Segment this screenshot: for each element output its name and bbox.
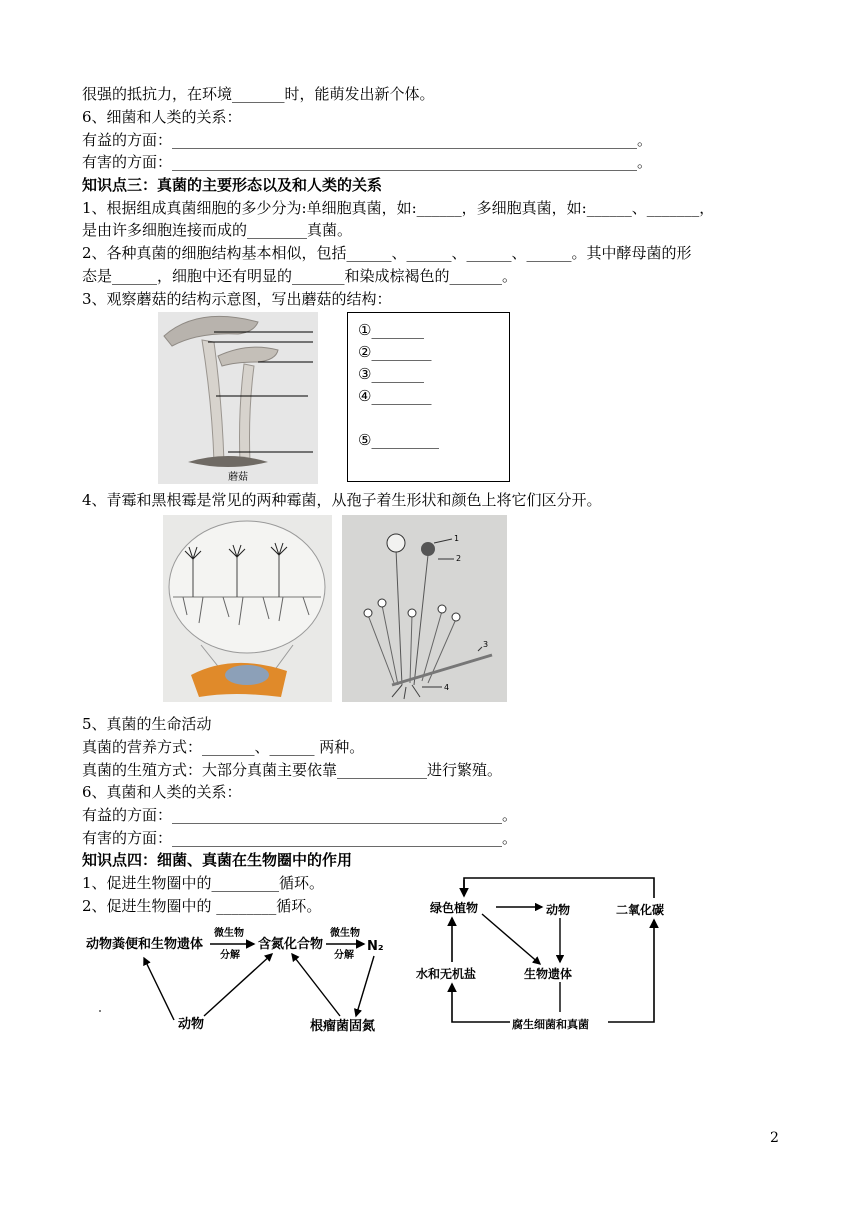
node-remains: 生物遗体	[524, 967, 573, 981]
line-bacteria-harm: 有害的方面：______________________________________________________________。	[82, 153, 653, 171]
carbon-cycle-diagram	[412, 872, 672, 1032]
mushroom-answer-1: ①_______	[358, 321, 424, 339]
line-bacteria-benefit: 有益的方面：______________________________________________________________。	[82, 131, 653, 149]
node-animal-waste: 动物粪便和生物遗体	[86, 937, 204, 952]
mushroom-diagram	[158, 312, 318, 484]
line-mushroom-question: 3、观察蘑菇的结构示意图，写出蘑菇的结构：	[82, 290, 392, 308]
rhizopus-label-1: 1	[454, 534, 460, 543]
section-heading-role: 知识点四：细菌、真菌在生物圈中的作用	[82, 851, 353, 869]
arrow2-label-bottom: 分解	[334, 950, 354, 961]
mushroom-answer-4: ④________	[358, 387, 432, 405]
line-cycle-1: 1、促进生物圈中的_________循环。	[82, 874, 325, 892]
line-spore-resistance: 很强的抵抗力，在环境_______时，能萌发出新个体。	[82, 85, 435, 103]
node-n2: N₂	[367, 939, 384, 954]
mushroom-answer-2: ②________	[358, 343, 432, 361]
arrow1-label-top: 微生物	[214, 928, 244, 939]
line-fungi-reproduction: 真菌的生殖方式：大部分真菌主要依靠____________进行繁殖。	[82, 761, 503, 779]
line-fungi-human-heading: 6、真菌和人类的关系：	[82, 783, 242, 801]
arrow2-label-top: 微生物	[330, 928, 360, 939]
page-number: 2	[770, 1130, 779, 1146]
node-nitrogen-compounds: 含氮化合物	[258, 937, 324, 952]
mushroom-answer-3: ③_______	[358, 365, 424, 383]
node-carbon-animals: 动物	[546, 903, 571, 917]
line-fungi-life-activity: 5、真菌的生命活动	[82, 715, 212, 733]
section-heading-fungi: 知识点三：真菌的主要形态以及和人类的关系	[82, 176, 383, 194]
line-fungi-nutrition: 真菌的营养方式：_______、______ 两种。	[82, 738, 365, 756]
mushroom-caption: 蘑菇	[228, 472, 248, 483]
arrow1-label-bottom: 分解	[220, 950, 240, 961]
mushroom-answer-box	[347, 312, 510, 482]
rhizopus-diagram	[342, 515, 507, 702]
penicillium-diagram	[163, 515, 332, 702]
mushroom-answer-5: ⑤_________	[358, 431, 439, 449]
node-water-minerals: 水和无机盐	[416, 967, 477, 981]
line-cycle-2: 2、促进生物圈中的 ________循环。	[82, 897, 322, 915]
node-decomposers: 腐生细菌和真菌	[512, 1018, 589, 1031]
node-animals: 动物	[178, 1017, 205, 1032]
rhizopus-label-3: 3	[483, 640, 489, 649]
line-fungi-classification-cont: 是由许多细胞连接而成的________真菌。	[82, 221, 353, 239]
line-fungi-harm: 有害的方面：____________________________________________。	[82, 829, 518, 847]
line-yeast-shape: 态是______，细胞中还有明显的_______和染成棕褐色的_______。	[82, 267, 518, 285]
nitrogen-cycle-diagram	[82, 920, 412, 1040]
node-co2: 二氧化碳	[616, 903, 665, 917]
line-fungi-classification: 1、根据组成真菌细胞的多少分为:单细胞真菌，如:______，多细胞真菌，如:______、_______，	[82, 199, 715, 217]
node-green-plants: 绿色植物	[430, 901, 479, 915]
line-fungi-benefit: 有益的方面：____________________________________________。	[82, 806, 518, 824]
rhizopus-label-2: 2	[456, 554, 462, 563]
line-fungi-cell-structure: 2、各种真菌的细胞结构基本相似，包括______、______、______、______。其中酵母菌的形	[82, 244, 692, 262]
line-bacteria-human-heading: 6、细菌和人类的关系：	[82, 108, 242, 126]
node-rhizobium: 根瘤菌固氮	[310, 1019, 376, 1034]
rhizopus-label-4: 4	[444, 683, 450, 692]
line-mold-question: 4、青霉和黑根霉是常见的两种霉菌，从孢子着生形状和颜色上将它们区分开。	[82, 491, 602, 509]
